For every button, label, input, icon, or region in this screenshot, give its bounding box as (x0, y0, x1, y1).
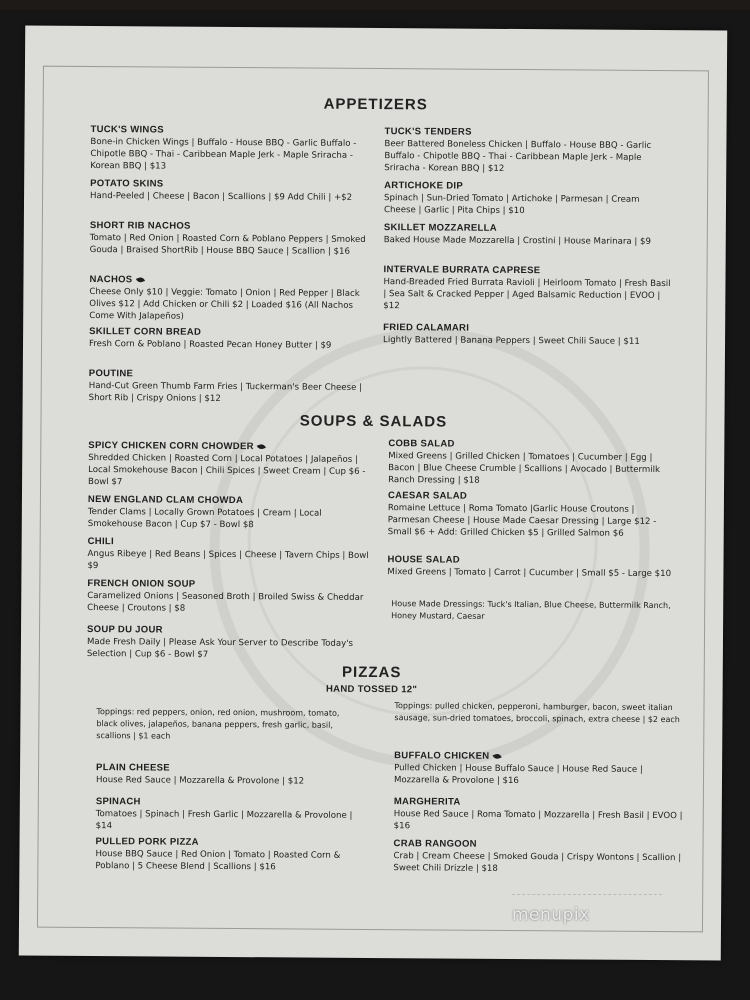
item-name: ARTICHOKE DIP (384, 180, 464, 192)
menu-item (96, 762, 356, 788)
item-desc: Crab | Cream Cheese | Smoked Gouda | Crispy Wontons | Scallion | Sweet Chili Drizzle | $18 (393, 851, 682, 874)
item-name-text: SPICY CHICKEN CORN CHOWDER (88, 440, 254, 453)
item-desc: Lightly Battered | Banana Peppers | Sweet Chili Sauce | $11 (383, 335, 640, 347)
item-name: POUTINE (88, 368, 134, 380)
menu-item (88, 440, 378, 490)
item-desc: Romaine Lettuce | Roma Tomato |Garlic House Croutons | Parmesan Cheese | House Made Caesar Dressing | Large $12 - Small $6 + Add: Grilled Chicken $5 | Grilled Salmon $6 (387, 503, 657, 539)
item-name-text: NACHOS (89, 274, 133, 286)
menu-item (394, 750, 684, 788)
item-desc: House BBQ Sauce | Red Onion | Tomato | Roasted Corn & Poblano | 5 Cheese Blend | Scallions | $16 (95, 849, 341, 873)
leaf-icon (136, 276, 145, 283)
menu-item (89, 326, 379, 352)
menu-item (87, 624, 377, 662)
menu-item (393, 838, 683, 876)
item-name: HOUSE SALAD (387, 554, 461, 566)
toppings-note: Toppings: red peppers, onion, red onion, mushroom, tomato, black olives, jalapeños, banana peppers, fresh garlic, basil, scallions | $1 each (96, 707, 340, 741)
menu-item (384, 126, 674, 176)
item-desc: Hand-Breaded Fried Burrata Ravioli | Heirloom Tomato | Fresh Basil | Sea Salt & Cracked Pepper | Aged Balsamic Reduction | EVOO | $12 (383, 277, 671, 312)
menu-item (90, 178, 380, 204)
item-desc: Angus Ribeye | Red Beans | Spices | Cheese | Tavern Chips | Bowl $9 (87, 549, 369, 572)
item-name: SOUP DU JOUR (87, 624, 163, 636)
menu-item (388, 438, 678, 488)
item-name: FRENCH ONION SOUP (87, 578, 196, 590)
item-name: TUCK'S TENDERS (384, 126, 472, 138)
item-name: PULLED PORK PIZZA (95, 836, 199, 848)
item-desc: House Red Sauce | Mozzarella & Provolone | $12 (95, 775, 305, 787)
menupix-watermark: menupix (512, 905, 590, 925)
item-name: SPINACH (95, 796, 141, 808)
appetizers-heading: APPETIZERS (323, 95, 428, 114)
item-name: TUCK'S WINGS (90, 124, 164, 136)
menu-item (87, 578, 377, 616)
item-desc: Bone-in Chicken Wings | Buffalo - House BBQ - Garlic Buffalo - Chipotle BBQ - Thai - Caribbean Maple Jerk - Maple Sriracha - Korean BBQ | $13 (90, 137, 357, 172)
item-desc: House Red Sauce | Roma Tomato | Mozzarella | Fresh Basil | EVOO | $16 (393, 809, 683, 832)
menu-item (383, 264, 673, 314)
pizzas-subheading: HAND TOSSED 12" (325, 683, 418, 696)
item-desc: Tomatoes | Spinach | Fresh Garlic | Mozzarella & Provolone | $14 (95, 809, 353, 832)
menu-item (89, 274, 379, 324)
menu-item (90, 124, 380, 174)
item-desc: Shredded Chicken | Roasted Corn | Local Potatoes | Jalapeños | Local Smokehouse Bacon | Chili Spices | Sweet Cream | Cup $6 - Bowl $7 (88, 453, 366, 488)
item-name: SKILLET MOZZARELLA (383, 222, 497, 234)
leaf-icon (257, 443, 266, 450)
item-name-text: BUFFALO CHICKEN (394, 750, 490, 762)
item-name: SKILLET CORN BREAD (89, 326, 202, 338)
item-desc: Cheese Only $10 | Veggie: Tomato | Onion | Red Pepper | Black Olives $12 | Add Chicken or Chili $2 | Loaded $16 (All Nachos Come With Jalapeños) (89, 287, 360, 322)
item-name: CHILI (87, 536, 115, 548)
toppings-note: Toppings: pulled chicken, pepperoni, hamburger, bacon, sweet italian sausage, sun-dried tomatoes, broccoli, spinach, extra cheese | $2 each (394, 701, 680, 725)
item-name: SHORT RIB NACHOS (89, 220, 191, 232)
menu-item (388, 490, 678, 540)
menu-item (96, 796, 356, 834)
item-desc: Beer Battered Boneless Chicken | Buffalo - House BBQ - Garlic Buffalo - Chipotle BBQ - Thai - Caribbean Maple Jerk - Maple Sriracha - Korean BBQ | $12 (384, 139, 652, 174)
menu-item (95, 836, 355, 874)
item-desc: Pulled Chicken | House Buffalo Sauce | House Red Sauce | Mozzarella & Provolone | $16 (393, 763, 643, 787)
soups-salads-heading: SOUPS & SALADS (299, 412, 448, 431)
item-name: POTATO SKINS (90, 178, 164, 190)
menu-item (87, 536, 377, 574)
item-name: NEW ENGLAND CLAM CHOWDA (87, 494, 244, 507)
item-name: CRAB RANGOON (393, 838, 477, 850)
menu-item (383, 322, 673, 348)
menu-item (384, 180, 674, 218)
item-desc: Hand-Cut Green Thumb Farm Fries | Tuckerman's Beer Cheese | Short Rib | Crispy Onions | $12 (88, 381, 363, 404)
item-desc: Tender Clams | Locally Grown Potatoes | Cream | Local Smokehouse Bacon | Cup $7 - Bowl $8 (87, 507, 322, 531)
item-desc: Tomato | Red Onion | Roasted Corn & Poblano Peppers | Smoked Gouda | Braised ShortRib | House BBQ Sauce | Scallion | $16 (89, 233, 366, 257)
item-desc: Made Fresh Daily | Please Ask Your Server to Describe Today's Selection | Cup $6 - Bowl $7 (86, 637, 354, 660)
dressings-note: House Made Dressings: Tuck's Italian, Blue Cheese, Buttermilk Ranch, Honey Mustard, Caesar (391, 599, 671, 621)
menu-item (387, 554, 677, 580)
item-name: COBB SALAD (388, 438, 455, 450)
item-name: PLAIN CHEESE (96, 762, 170, 774)
menu-item (88, 494, 378, 532)
item-desc: Baked House Made Mozzarella | Crostini | House Marinara | $9 (383, 235, 652, 247)
item-desc: Hand-Peeled | Cheese | Bacon | Scallions | $9 Add Chili | +$2 (90, 191, 353, 203)
item-name: MARGHERITA (393, 796, 461, 808)
item-name: FRIED CALAMARI (383, 322, 470, 334)
menu-page (19, 26, 727, 961)
item-name: CAESAR SALAD (387, 490, 468, 502)
menu-item (89, 368, 379, 406)
menu-item (90, 220, 380, 258)
item-desc: Fresh Corn & Poblano | Roasted Pecan Honey Butter | $9 (88, 339, 332, 351)
item-desc: Caramelized Onions | Seasoned Broth | Broiled Swiss & Cheddar Cheese | Croutons | $8 (87, 591, 364, 614)
item-desc: Mixed Greens | Tomato | Carrot | Cucumber | Small $5 - Large $10 (387, 567, 672, 580)
item-desc: Spinach | Sun-Dried Tomato | Artichoke | Parmesan | Cream Cheese | Garlic | Pita Chips | $10 (383, 193, 640, 217)
pizzas-heading: PIZZAS (342, 663, 402, 682)
item-desc: Mixed Greens | Grilled Chicken | Tomatoes | Cucumber | Egg | Bacon | Blue Cheese Crumble | Scallions | Avocado | Buttermilk Ranch Dressing | $18 (388, 451, 661, 486)
leaf-icon (493, 753, 502, 760)
menu-item (384, 222, 674, 248)
brand-divider (512, 894, 662, 895)
item-name: INTERVALE BURRATA CAPRESE (383, 264, 541, 277)
menu-item (394, 796, 684, 834)
